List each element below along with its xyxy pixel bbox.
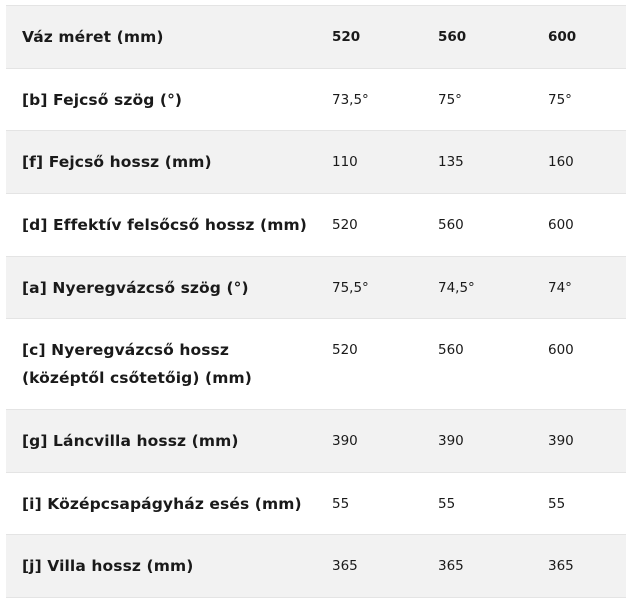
- row-value: 560: [438, 217, 464, 233]
- row-label: [j] Villa hossz (mm): [22, 557, 194, 575]
- table-row: [6, 69, 626, 131]
- table-row: [6, 194, 626, 257]
- row-value: 74°: [548, 280, 572, 296]
- row-value: 520: [332, 217, 358, 233]
- row-value: 390: [438, 433, 464, 449]
- row-value: 74,5°: [438, 280, 475, 296]
- row-label: [f] Fejcső hossz (mm): [22, 153, 212, 171]
- geometry-table: [6, 5, 626, 598]
- row-label: [b] Fejcső szög (°): [22, 91, 183, 109]
- row-value: 160: [548, 154, 574, 170]
- table-row: [6, 257, 626, 319]
- row-value: 600: [548, 342, 574, 358]
- table-row: [6, 410, 626, 473]
- row-value: 600: [548, 217, 574, 233]
- header-label: Váz méret (mm): [22, 28, 164, 46]
- table-row: [6, 473, 626, 535]
- row-value: 55: [438, 496, 456, 512]
- row-label: [6, 336, 316, 392]
- row-value: 73,5°: [332, 92, 369, 108]
- row-value: 75,5°: [332, 280, 369, 296]
- table-row: [6, 131, 626, 194]
- header-size-520: 520: [332, 29, 361, 45]
- row-value: 75°: [438, 92, 462, 108]
- row-value: 365: [548, 558, 574, 574]
- row-label: [g] Láncvilla hossz (mm): [22, 432, 239, 450]
- row-label: [d] Effektív felsőcső hossz (mm): [22, 216, 307, 234]
- row-value: 390: [332, 433, 358, 449]
- row-value: 55: [548, 496, 566, 512]
- row-label-line: [c] Nyeregvázcső hossz: [22, 341, 229, 359]
- row-value: 390: [548, 433, 574, 449]
- header-size-600: 600: [548, 29, 577, 45]
- row-value: 365: [332, 558, 358, 574]
- row-value: 55: [332, 496, 350, 512]
- table-row: [6, 319, 626, 410]
- row-label: [a] Nyeregvázcső szög (°): [22, 279, 249, 297]
- row-value: 560: [438, 342, 464, 358]
- row-value: 135: [438, 154, 464, 170]
- row-label-line: (középtől csőtetőig) (mm): [22, 369, 252, 387]
- table-row: [6, 535, 626, 598]
- row-value: 75°: [548, 92, 572, 108]
- row-value: 520: [332, 342, 358, 358]
- row-value: 110: [332, 154, 358, 170]
- row-value: 365: [438, 558, 464, 574]
- row-label: [i] Középcsapágyház esés (mm): [22, 495, 302, 513]
- header-size-560: 560: [438, 29, 467, 45]
- table-header-row: [6, 6, 626, 69]
